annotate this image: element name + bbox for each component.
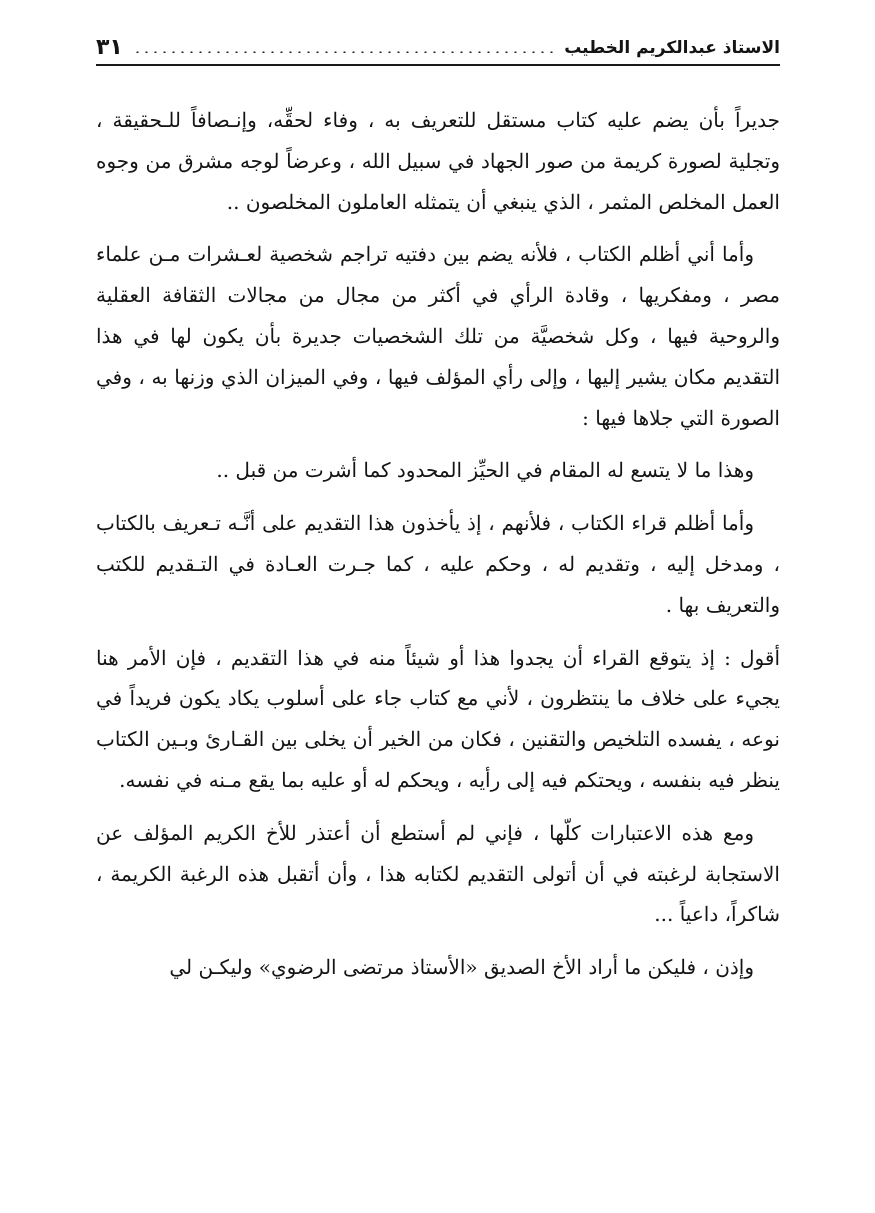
paragraph-3: وهذا ما لا يتسع له المقام في الحيِّز المحدود كما أشرت من قبل .. bbox=[216, 458, 754, 483]
paragraph-4: وأما أظلم قراء الكتاب ، فلأنهم ، إذ يأخذون هذا التقديم على أنَّـه تـعريف بالكتاب ، ومدخل إليه ، وتقديم له ، وحكم عليه ، كما جـرت العـادة في التـقديم للكتب والتعريف بها . bbox=[96, 511, 780, 617]
header-dot-leader bbox=[133, 51, 558, 53]
paragraph-5: أقول : إذ يتوقع القراء أن يجدوا هذا أو شيئاً منه في هذا التقديم ، فإن الأمر هنا يجيء على خلاف ما ينتظرون ، لأني مع كتاب جاء على أسلوب يكاد يكون فريداً في نوعه ، يفسده التلخيص والتقنين ، فكان من الخير أن يخلى بين القـارئ وبـين الكتاب ينظر فيه بنفسه ، ويحتكم فيه إلى رأيه ، ويحكم له أو عليه بما يقع مـنه في نفسه. bbox=[96, 645, 780, 792]
running-header-title: الاستاذ عبدالكريم الخطيب bbox=[564, 38, 780, 58]
body-text bbox=[96, 100, 780, 988]
running-header bbox=[96, 28, 780, 66]
paragraph-1: جديراً بأن يضم عليه كتاب مستقل للتعريف به ، وفاء لحقِّه، وإنـصافاً للـحقيقة ، وتجلية لصورة كريمة من صور الجهاد في سبيل الله ، وعرضاً لوجه مشرق من وجوه العمل المخلص المثمر ، الذي ينبغي أن يتمثله العاملون المخلصون .. bbox=[96, 108, 780, 214]
page-number: ٣١ bbox=[96, 35, 123, 60]
book-page bbox=[96, 28, 780, 1000]
paragraph-2: وأما أني أظلم الكتاب ، فلأنه يضم بين دفتيه تراجم شخصية لعـشرات مـن علماء مصر ، ومفكريها ، وقادة الرأي في أكثر من مجال من مجالات الثقافة العقلية والروحية فيها ، وكل شخصيَّة من تلك الشخصيات جديرة بأن يكون لها في هذا التقديم مكان يشير إليها ، وإلى رأي المؤلف فيها ، وفي الميزان الذي وزنها به ، وفي الصورة التي جلاها فيها : bbox=[96, 242, 780, 430]
paragraph-6: ومع هذه الاعتبارات كلّها ، فإني لم أستطع أن أعتذر للأخ الكريم المؤلف عن الاستجابة لرغبته في أن أتولى التقديم لكتابه هذا ، وأن أتقبل هذه الرغبة الكريمة ، شاكراً، داعياً ... bbox=[96, 820, 780, 927]
paragraph-7: وإذن ، فليكن ما أراد الأخ الصديق «الأستاذ مرتضى الرضوي» وليكـن لي bbox=[169, 955, 754, 980]
